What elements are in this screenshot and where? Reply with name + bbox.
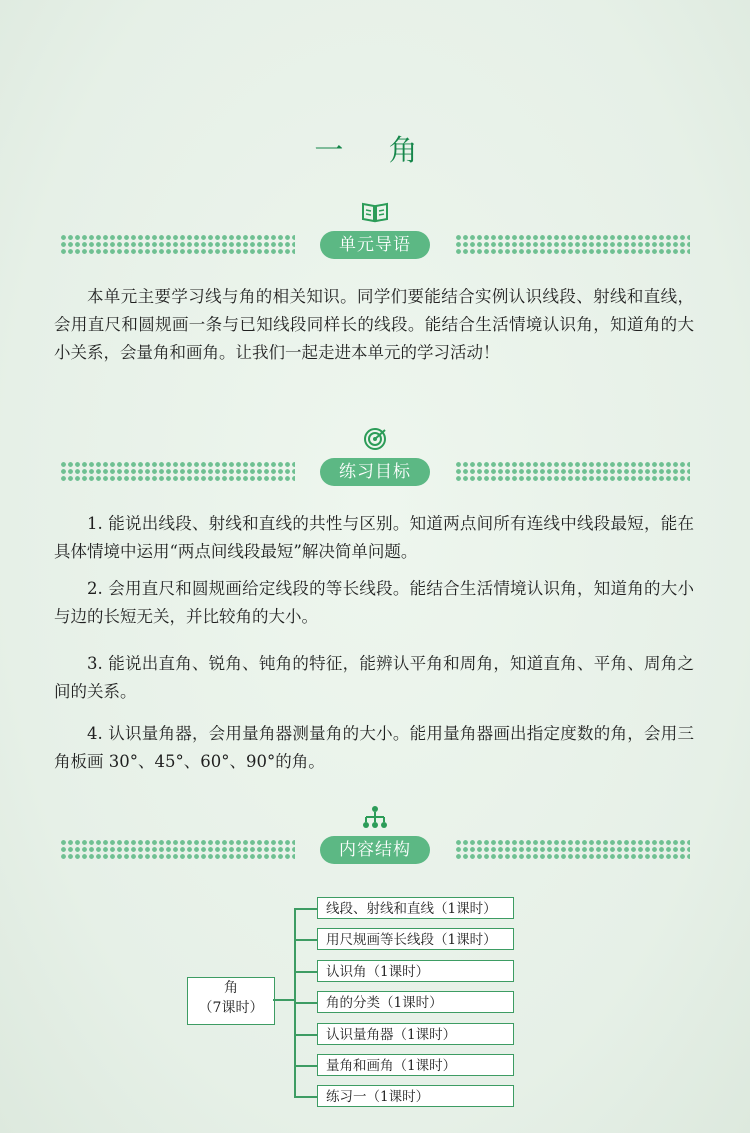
structure-leaf-2: 用尺规画等长线段（1课时） xyxy=(317,928,514,950)
dot-band-left xyxy=(60,839,295,861)
structure-leaf-7: 练习一（1课时） xyxy=(317,1085,514,1107)
structure-leaf-3: 认识角（1课时） xyxy=(317,960,514,982)
dot-band-right xyxy=(455,461,690,483)
section-header-goals xyxy=(60,427,690,487)
goal-item-3: 3. 能说出直角、锐角、钝角的特征，能辨认平角和周角，知道直角、平角、周角之间的关系。 xyxy=(54,654,694,701)
connector-branch xyxy=(294,1002,317,1004)
connector-branch xyxy=(294,1096,317,1098)
section-title-goals: 练习目标 xyxy=(320,458,430,486)
connector-branch xyxy=(294,908,317,910)
goal-item-2: 2. 会用直尺和圆规画给定线段的等长线段。能结合生活情境认识角，知道角的大小与边的长短无关，并比较角的大小。 xyxy=(54,579,694,626)
section-header-guide xyxy=(60,200,690,260)
structure-leaf-6: 量角和画角（1课时） xyxy=(317,1054,514,1076)
structure-root-hours: （7课时） xyxy=(198,1000,264,1016)
goal-item-1: 1. 能说出线段、射线和直线的共性与区别。知道两点间所有连线中线段最短，能在具体情境中运用“两点间线段最短”解决简单问题。 xyxy=(54,514,694,561)
connector-horizontal xyxy=(273,999,295,1001)
dot-band-right xyxy=(455,234,690,256)
book-icon xyxy=(360,200,390,224)
dot-band-right xyxy=(455,839,690,861)
guide-paragraph: 本单元主要学习线与角的相关知识。同学们要能结合实例认识线段、射线和直线，会用直尺和圆规画一条与已知线段同样长的线段。能结合生活情境认识角，知道角的大小关系，会量角和画角。让我们一起走进本单元的学习活动！ xyxy=(54,287,694,362)
structure-root xyxy=(187,977,275,1025)
dot-band-left xyxy=(60,234,295,256)
structure-leaf-4: 角的分类（1课时） xyxy=(317,991,514,1013)
section-title-structure: 内容结构 xyxy=(320,836,430,864)
connector-branch xyxy=(294,939,317,941)
connector-branch xyxy=(294,1034,317,1036)
section-header-structure xyxy=(60,805,690,865)
connector-branch xyxy=(294,971,317,973)
dot-band-left xyxy=(60,461,295,483)
section-title-guide: 单元导语 xyxy=(320,231,430,259)
goal-item-4: 4. 认识量角器，会用量角器测量角的大小。能用量角器画出指定度数的角，会用三角板画 30°、45°、60°、90°的角。 xyxy=(54,724,694,771)
connector-branch xyxy=(294,1065,317,1067)
structure-leaf-1: 线段、射线和直线（1课时） xyxy=(317,897,514,919)
target-icon xyxy=(360,427,390,451)
page-title: 一 角 xyxy=(314,133,436,167)
hierarchy-icon xyxy=(360,805,390,829)
structure-leaf-5: 认识量角器（1课时） xyxy=(317,1023,514,1045)
structure-root-title: 角 xyxy=(224,980,238,996)
